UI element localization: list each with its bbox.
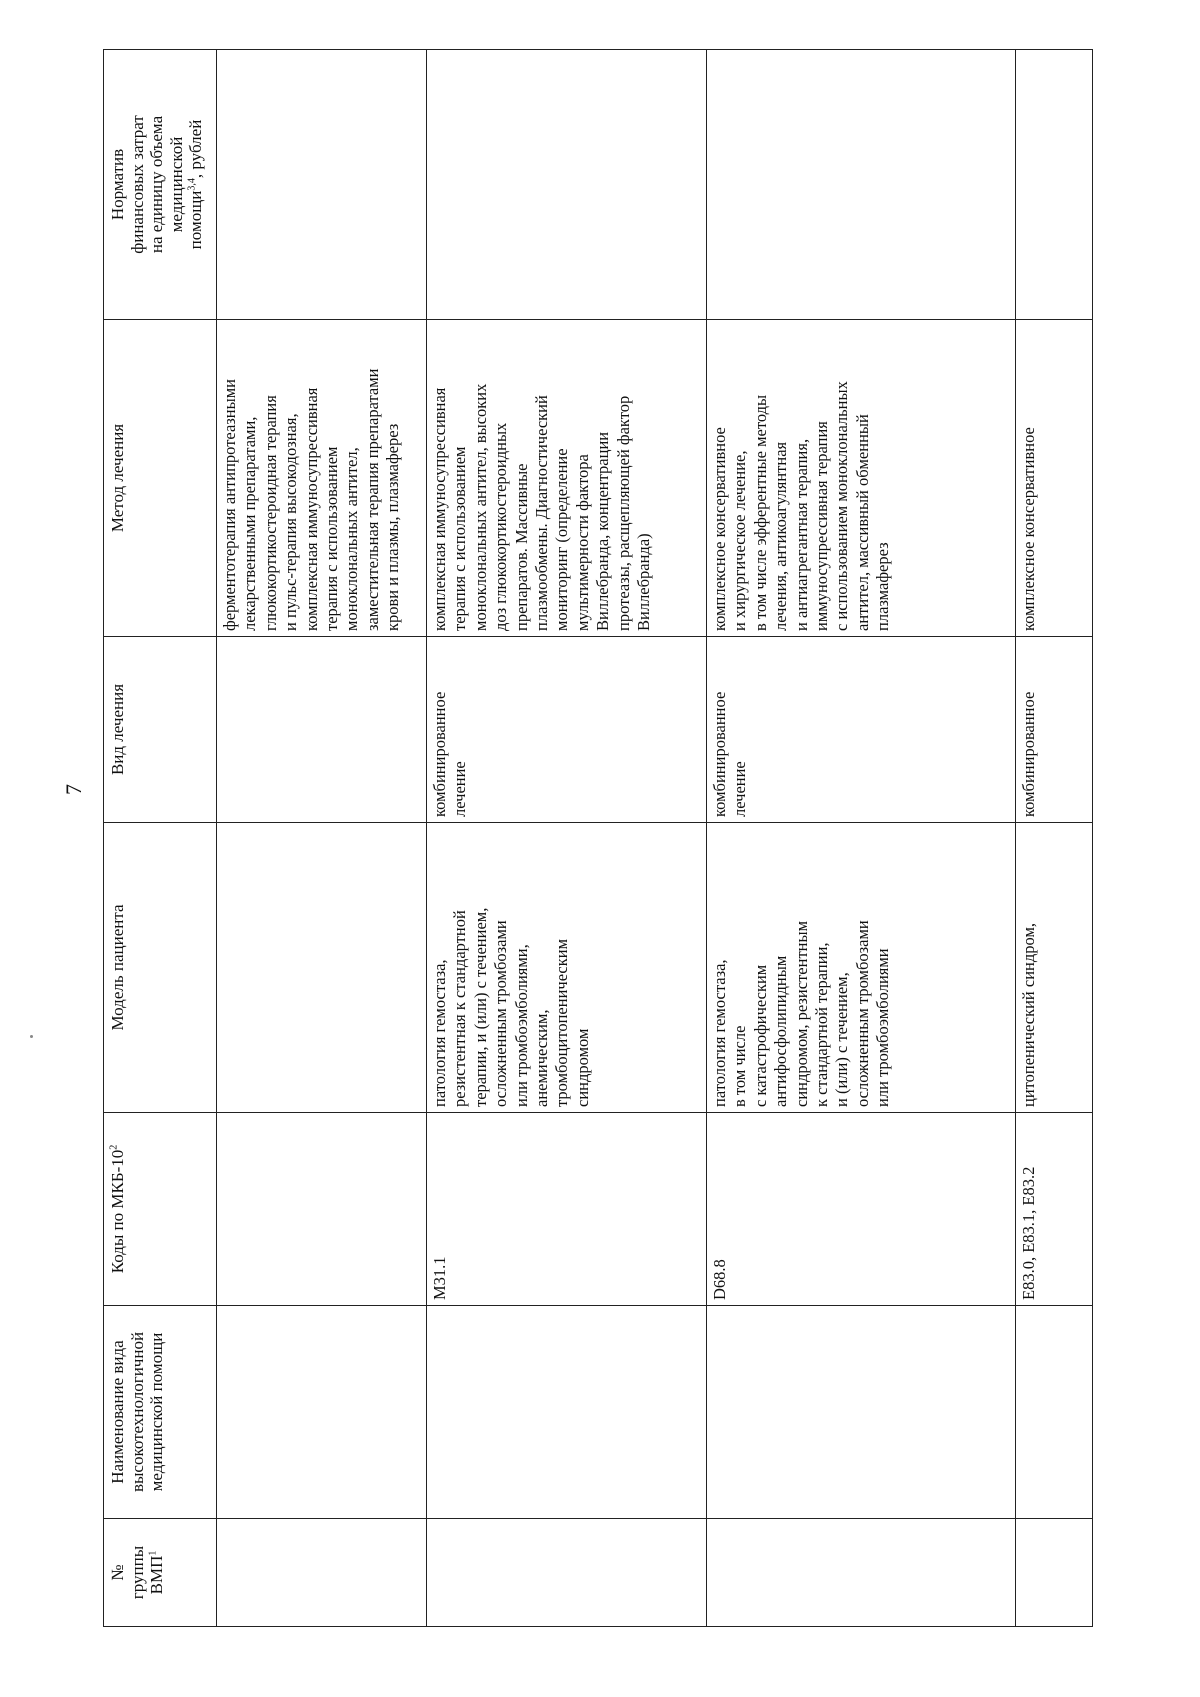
- header-row: [104, 50, 217, 1627]
- cell-group-no: [217, 1519, 427, 1627]
- cell-cost-norm: [217, 50, 427, 320]
- cell-group-no: [427, 1519, 707, 1627]
- vmp-table: [103, 49, 1093, 1627]
- header-group-no: № группы ВМП$^1$: [104, 1519, 217, 1627]
- rotated-page-content: [61, 50, 1143, 1627]
- table-row: [1016, 50, 1093, 1627]
- cell-vmp-name: [707, 1306, 1016, 1519]
- cell-treatment-method: комплексное консервативное: [1016, 320, 1093, 637]
- scan-speck: [30, 1035, 33, 1038]
- cell-group-no: [707, 1519, 1016, 1627]
- cell-treatment-type: [217, 637, 427, 823]
- header-cost-norm: Норматив финансовых затрат на единицу объема медицинской помощи$^{3,4}$, рублей: [104, 50, 217, 320]
- cell-treatment-type: комбинированное лечение: [707, 637, 1016, 823]
- cell-patient-model: цитопенический синдром,: [1016, 823, 1093, 1113]
- table-row: [217, 50, 427, 1627]
- cell-vmp-name: [217, 1306, 427, 1519]
- header-vmp-name: Наименование вида высокотехнологичной медицинской помощи: [104, 1306, 217, 1519]
- cell-icd-codes: D68.8: [707, 1113, 1016, 1306]
- cell-icd-codes: M31.1: [427, 1113, 707, 1306]
- cell-group-no: [1016, 1519, 1093, 1627]
- header-patient-model: Модель пациента: [104, 823, 217, 1113]
- cell-patient-model: [217, 823, 427, 1113]
- cell-patient-model: патология гемостаза, резистентная к стандартной терапии, и (или) с течением, осложненным тромбозами или тромбоэмболиями, анемическим, тромбоцитопеническим синдромом: [427, 823, 707, 1113]
- cell-treatment-type: комбинированное: [1016, 637, 1093, 823]
- cell-vmp-name: [1016, 1306, 1093, 1519]
- cell-patient-model: патология гемостаза, в том числе с катастрофическим антифосфолипидным синдромом, резистентным к стандартной терапии, и (или) с течением, осложненным тромбозами или тромбоэмболиями: [707, 823, 1016, 1113]
- page-number: 7: [61, 784, 86, 795]
- cell-cost-norm: [1016, 50, 1093, 320]
- cell-treatment-method: комплексная иммуносупрессивная терапия с использованием моноклональных антител, высоких доз глюкокортикостероидных препаратов. Массивные плазмообмены. Диагностический мониторинг (определение мультимерности фактора Виллебранда, концентрации протеазы, расщепляющей фактор Виллебранда): [427, 320, 707, 637]
- cell-icd-codes: E83.0, E83.1, E83.2: [1016, 1113, 1093, 1306]
- header-treatment-type: Вид лечения: [104, 637, 217, 823]
- cell-vmp-name: [427, 1306, 707, 1519]
- cell-cost-norm: [427, 50, 707, 320]
- cell-treatment-method: комплексное консервативное и хирургическое лечение, в том числе эфферентные методы лечения, антикоагулянтная и антиагрегантная терапия, иммуносупрессивная терапия с использованием моноклональных антител, массивный обменный плазмаферез: [707, 320, 1016, 637]
- header-treatment-method: Метод лечения: [104, 320, 217, 637]
- cell-treatment-type: комбинированное лечение: [427, 637, 707, 823]
- header-icd-codes: Коды по МКБ-$10^2$: [104, 1113, 217, 1306]
- cell-icd-codes: [217, 1113, 427, 1306]
- table-row: [707, 50, 1016, 1627]
- table-row: [427, 50, 707, 1627]
- cell-treatment-method: ферментотерапия антипротеазными лекарственными препаратами, глюкокортикостероидная терапия и пульс-терапия высокодозная, комплексная иммуносупрессивная терапия с использованием моноклональных антител, заместительная терапия препаратами крови и плазмы, плазмаферез: [217, 320, 427, 637]
- cell-cost-norm: [707, 50, 1016, 320]
